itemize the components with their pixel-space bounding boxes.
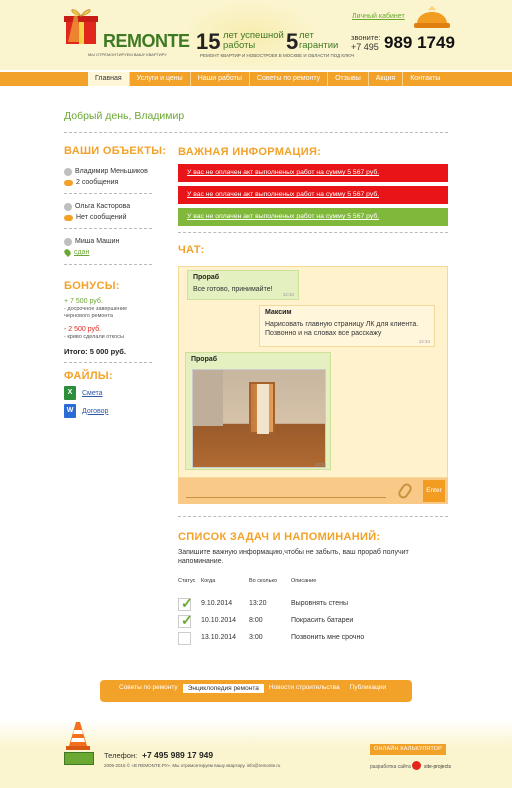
chat-input-bar xyxy=(178,478,448,504)
file-item[interactable] xyxy=(64,386,103,400)
footer-nav-publications[interactable]: Публикации xyxy=(349,684,387,691)
divider xyxy=(64,228,152,229)
developer-label: разработка сайта xyxy=(370,764,411,770)
site-header xyxy=(0,0,512,70)
years-number: 15 xyxy=(196,29,221,54)
header-subtitle: РЕМОНТ КВАРТИР И НОВОСТРОЕК В МОСКВЕ И ОБЛАСТИ ПОД КЛЮЧ xyxy=(200,53,355,58)
divider xyxy=(64,132,448,133)
column-date: Когда xyxy=(201,578,216,584)
divider xyxy=(64,264,152,265)
tasks-description: Запишите важную информацию,чтобы не забыть, ваш прораб получит напоминание. xyxy=(178,549,409,565)
message-time: 12:34 xyxy=(282,292,294,297)
task-description: Покрасить батареи xyxy=(291,617,354,624)
task-date: 10.10.2014 xyxy=(201,617,237,624)
alert-unpaid[interactable]: У вас не оплачен акт выполненых работ на сумму 5 567 руб. xyxy=(178,164,448,182)
person-icon xyxy=(64,238,72,246)
message-author: Максим xyxy=(265,309,292,316)
developer-name[interactable]: site-projects xyxy=(424,764,451,770)
task-date: 9.10.2014 xyxy=(201,600,233,607)
objects-title: ВАШИ ОБЪЕКТЫ: xyxy=(64,145,167,157)
task-description: Выровнять стены xyxy=(291,600,349,607)
personal-cabinet-link[interactable]: Личный кабинет xyxy=(352,13,405,20)
word-file-icon: W xyxy=(64,404,76,418)
task-description: Позвонить мне срочно xyxy=(291,634,365,641)
file-link[interactable]: Договор xyxy=(82,407,109,415)
nav-item-home[interactable]: Главная xyxy=(88,72,129,86)
task-time: 13:20 xyxy=(249,600,267,607)
object-name: Ольга Касторова xyxy=(75,203,131,210)
message-author: Прораб xyxy=(191,356,218,363)
task-time: 3:00 xyxy=(249,634,263,641)
object-status[interactable]: сдан xyxy=(74,249,90,256)
call-label: звоните: xyxy=(351,33,381,42)
message-text: Все готово, принимайте! xyxy=(193,286,273,293)
room-photo[interactable] xyxy=(192,369,326,468)
helmet-icon xyxy=(414,2,450,30)
nav-item-tips[interactable]: Советы по ремонту xyxy=(249,72,327,86)
divider xyxy=(64,193,152,194)
logo[interactable]: REMONTE xyxy=(103,31,190,51)
copyright: 2006-2015 © «В REMONTE.РУ». Мы отремонтируем вашу квартиру. info@remonte.ru xyxy=(104,763,281,768)
main-nav xyxy=(0,72,512,86)
footer-nav xyxy=(100,680,412,702)
file-item[interactable] xyxy=(64,404,108,418)
message-time: 12:34 xyxy=(314,462,326,467)
object-item[interactable] xyxy=(64,166,148,188)
chat-icon xyxy=(64,215,73,221)
phone-code: +7 495 xyxy=(351,42,379,52)
logo-subtitle: МЫ ОТРЕМОНТИРУЕМ ВАШУ КВАРТИРУ xyxy=(88,52,167,57)
nav-item-reviews[interactable]: Отзывы xyxy=(327,72,368,86)
task-checkbox[interactable] xyxy=(178,612,193,628)
nav-item-works[interactable]: Наши работы xyxy=(190,72,249,86)
divider xyxy=(178,516,448,517)
bonus-minus: - 2 500 руб. xyxy=(64,326,102,333)
footer-phone[interactable]: +7 495 989 17 949 xyxy=(142,750,214,760)
divider xyxy=(178,232,448,233)
important-info-title: ВАЖНАЯ ИНФОРМАЦИЯ: xyxy=(178,146,322,158)
warranty-text: лет гарантии xyxy=(299,30,339,51)
task-date: 13.10.2014 xyxy=(201,634,237,641)
footer-nav-news[interactable]: Новости строительства xyxy=(268,684,340,691)
task-time: 8:00 xyxy=(249,617,263,624)
alert-unpaid[interactable]: У вас не оплачен акт выполненых работ на сумму 5 567 руб. xyxy=(178,186,448,204)
message-time: 12:34 xyxy=(418,339,430,344)
file-link[interactable]: Смета xyxy=(82,389,103,397)
bonus-total: Итого: 5 000 руб. xyxy=(64,347,126,356)
object-item[interactable] xyxy=(64,236,119,258)
files-title: ФАЙЛЫ: xyxy=(64,370,113,382)
column-status: Статус xyxy=(178,578,196,584)
person-icon xyxy=(64,203,72,211)
checkmark-icon: ✓ xyxy=(181,595,193,611)
enter-button[interactable]: Enter xyxy=(423,480,445,502)
nav-item-contacts[interactable]: Контакты xyxy=(402,72,447,86)
developer-logo-icon[interactable] xyxy=(412,761,421,770)
object-name: Миша Машин xyxy=(75,238,120,245)
excel-file-icon: X xyxy=(64,386,76,400)
tasks-title: СПИСОК ЗАДАЧ И НАПОМИНАНИЙ: xyxy=(178,531,381,543)
chat-message xyxy=(187,270,299,300)
chat-title: ЧАТ: xyxy=(178,244,205,256)
object-item[interactable] xyxy=(64,201,130,223)
traffic-cone-icon xyxy=(66,720,90,750)
bonus-plus-desc: - досрочное завершение чернового ремонта xyxy=(64,306,128,319)
task-checkbox[interactable] xyxy=(178,632,191,645)
years-text: лет успешной работы xyxy=(223,30,284,51)
chat-message xyxy=(259,305,435,347)
person-icon xyxy=(64,168,72,176)
alert-unpaid[interactable]: У вас не оплачен акт выполненых работ на сумму 5 567 руб. xyxy=(178,208,448,226)
location-pin-icon xyxy=(63,248,72,257)
nav-item-services[interactable]: Услуги и цены xyxy=(129,72,190,86)
column-time: Во сколько xyxy=(249,578,278,584)
chat-message xyxy=(185,352,331,470)
footer-phone-label: Телефон: xyxy=(104,751,138,760)
nav-item-promo[interactable]: Акция xyxy=(368,72,402,86)
chat-input[interactable] xyxy=(186,486,386,498)
message-text: Нарисовать главную страницу ЛК для клиента. Позвонно и на словах все расскажу xyxy=(265,321,419,337)
bonus-minus-desc: - криво сделали откосы xyxy=(64,334,124,340)
gift-icon xyxy=(62,2,102,46)
task-checkbox[interactable] xyxy=(178,595,193,611)
footer-nav-tips[interactable]: Советы по ремонту xyxy=(119,684,178,691)
bonuses-title: БОНУСЫ: xyxy=(64,280,120,292)
bonus-plus: + 7 500 руб. xyxy=(64,298,103,305)
object-name: Владимир Меньшиков xyxy=(75,168,148,175)
paperclip-icon[interactable] xyxy=(396,482,413,501)
chat-window[interactable] xyxy=(178,266,448,478)
footer-nav-encyclopedia[interactable]: Энциклопедия ремонта xyxy=(183,684,264,693)
column-description: Описание xyxy=(291,578,317,584)
object-status: Нет сообщений xyxy=(76,214,127,221)
arrow-sign-icon xyxy=(64,752,94,765)
object-status: 2 сообщения xyxy=(76,179,119,186)
checkmark-icon: ✓ xyxy=(181,612,193,628)
warranty-number: 5 xyxy=(286,29,299,54)
greeting: Добрый день, Владимир xyxy=(64,110,185,122)
phone-number[interactable]: 989 1749 xyxy=(384,33,455,52)
divider xyxy=(64,362,152,363)
online-calculator-button[interactable]: ОНЛАЙН КАЛЬКУЛЯТОР xyxy=(370,744,446,755)
message-author: Прораб xyxy=(193,274,220,281)
chat-icon xyxy=(64,180,73,186)
